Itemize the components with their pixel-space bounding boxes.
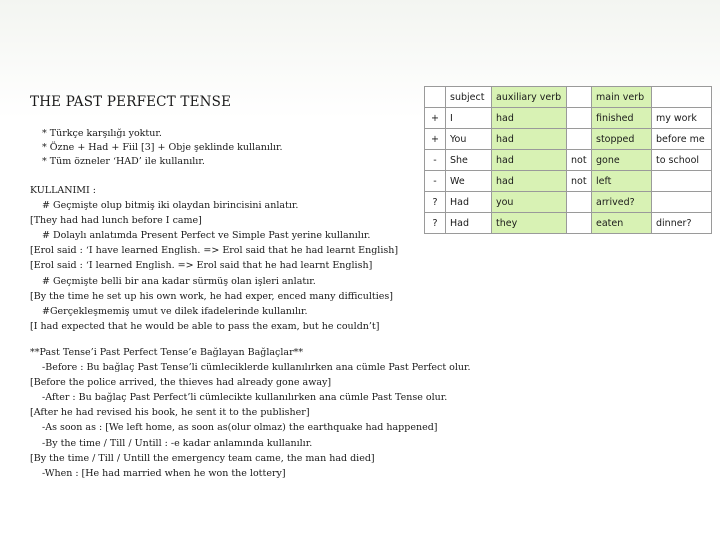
main-verb-cell: gone — [592, 150, 652, 171]
conjunction-line: -By the time / Till / Untill : -e kadar anlamında kullanılır. — [42, 437, 313, 449]
auxiliary-cell: you — [492, 192, 567, 213]
subject-cell: Had — [446, 192, 492, 213]
header-cell-empty — [652, 87, 712, 108]
conjunction-line: **Past Tense’i Past Perfect Tense’e Bağlayan Bağlaçlar** — [30, 347, 304, 358]
main-verb-cell: arrived? — [592, 192, 652, 213]
main-verb-cell: left — [592, 171, 652, 192]
usage-line: [Erol said : ‘I learned English. => Erol said that he had learnt English] — [30, 260, 373, 272]
auxiliary-cell: had — [492, 129, 567, 150]
conjunction-line: -Before : Bu bağlaç Past Tense’li cümleciklerde kullanılırken ana cümle Past Perfect olur. — [42, 362, 471, 374]
main-verb-cell: stopped — [592, 129, 652, 150]
negation-cell — [567, 129, 592, 150]
table-row — [425, 213, 712, 234]
main-verb-cell: eaten — [592, 213, 652, 234]
table-row — [425, 192, 712, 213]
auxiliary-cell: had — [492, 150, 567, 171]
table-row — [425, 108, 712, 129]
subject-cell: She — [446, 150, 492, 171]
header-cell-empty — [567, 87, 592, 108]
conjunction-line: [By the time / Till / Untill the emergency team came, the man had died] — [30, 452, 375, 464]
subject-cell: You — [446, 129, 492, 150]
header-cell-empty — [425, 87, 446, 108]
object-cell: before me — [652, 129, 712, 150]
usage-line: [They had had lunch before I came] — [30, 215, 202, 227]
negation-cell — [567, 192, 592, 213]
intro-line: * Tüm özneler ‘HAD’ ile kullanılır. — [42, 156, 205, 167]
usage-line: # Dolaylı anlatımda Present Perfect ve Simple Past yerine kullanılır. — [42, 230, 371, 242]
subject-cell: I — [446, 108, 492, 129]
conjunction-line: -As soon as : [We left home, as soon as(olur olmaz) the earthquake had happened] — [42, 422, 438, 434]
main-verb-cell: finished — [592, 108, 652, 129]
sign-cell: ? — [425, 192, 446, 213]
subject-cell: We — [446, 171, 492, 192]
negation-cell: not — [567, 150, 592, 171]
object-cell: dinner? — [652, 213, 712, 234]
usage-line: # Geçmişte belli bir ana kadar sürmüş olan işleri anlatır. — [42, 275, 316, 287]
table-row — [425, 150, 712, 171]
sign-cell: - — [425, 150, 446, 171]
conjunction-line: -After : Bu bağlaç Past Perfect’li cümlecikte kullanılırken ana cümle Past Tense olur. — [42, 392, 448, 404]
negation-cell — [567, 213, 592, 234]
intro-line: * Türkçe karşılığı yoktur. — [42, 128, 162, 139]
header-main-verb: main verb — [592, 87, 652, 108]
sign-cell: ? — [425, 213, 446, 234]
intro-notes — [42, 127, 283, 169]
past-perfect-structure-table — [424, 86, 712, 234]
conjunction-line: -When : [He had married when he won the lottery] — [42, 467, 286, 479]
object-cell — [652, 192, 712, 213]
sign-cell: - — [425, 171, 446, 192]
usage-section — [30, 183, 398, 334]
usage-line: # Geçmişte olup bitmiş iki olaydan birincisini anlatır. — [42, 200, 299, 212]
auxiliary-cell: had — [492, 108, 567, 129]
usage-line: #Gerçekleşmemiş umut ve dilek ifadelerinde kullanılır. — [42, 305, 308, 317]
auxiliary-cell: had — [492, 171, 567, 192]
page-title: THE PAST PERFECT TENSE — [30, 94, 232, 110]
usage-line: [I had expected that he would be able to pass the exam, but he couldn’t] — [30, 320, 380, 332]
object-cell — [652, 171, 712, 192]
conjunction-line: [Before the police arrived, the thieves had already gone away] — [30, 377, 332, 389]
object-cell: my work — [652, 108, 712, 129]
usage-line: [By the time he set up his own work, he had exper, enced many difficulties] — [30, 290, 393, 302]
sign-cell: + — [425, 129, 446, 150]
usage-line: [Erol said : ‘I have learned English. => Erol said that he had learnt English] — [30, 245, 399, 257]
usage-line: KULLANIMI : — [30, 185, 97, 196]
object-cell: to school — [652, 150, 712, 171]
sign-cell: + — [425, 108, 446, 129]
negation-cell — [567, 108, 592, 129]
header-subject: subject — [446, 87, 492, 108]
table-row — [425, 171, 712, 192]
header-auxiliary-verb: auxiliary verb — [492, 87, 567, 108]
table-header-row — [425, 87, 712, 108]
intro-line: * Özne + Had + Fiil [3] + Obje şeklinde kullanılır. — [42, 142, 283, 153]
conjunctions-section — [30, 345, 471, 481]
negation-cell: not — [567, 171, 592, 192]
subject-cell: Had — [446, 213, 492, 234]
auxiliary-cell: they — [492, 213, 567, 234]
table-row — [425, 129, 712, 150]
conjunction-line: [After he had revised his book, he sent it to the publisher] — [30, 407, 310, 419]
